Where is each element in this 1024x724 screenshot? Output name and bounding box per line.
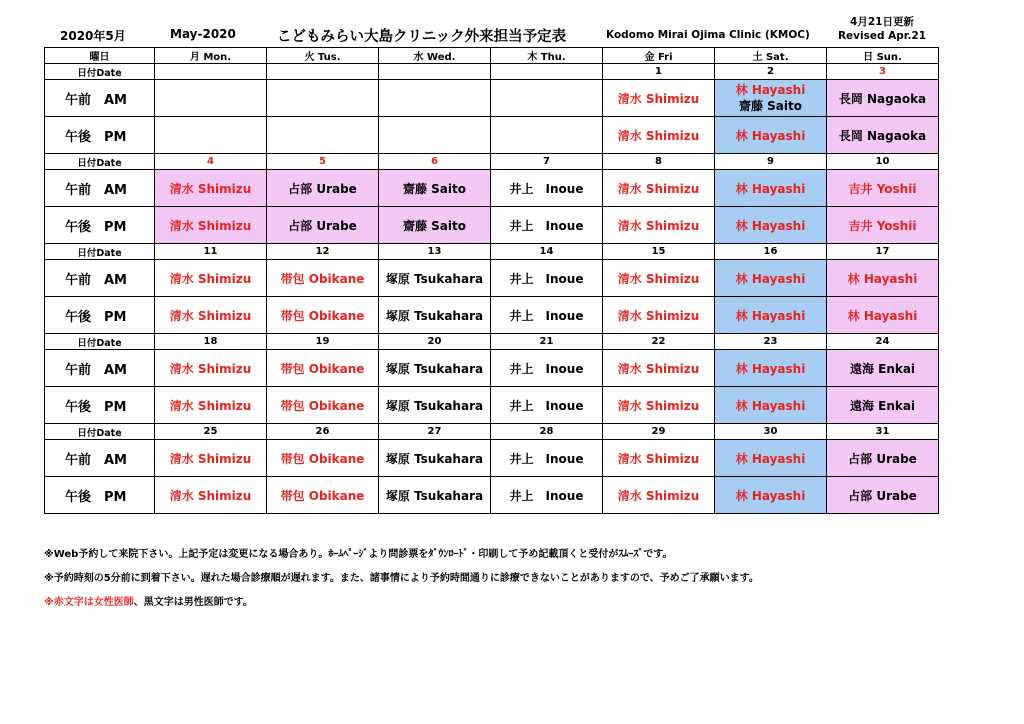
doctor-cell: 林 Hayashi	[715, 350, 827, 387]
date-cell: 1	[603, 64, 715, 80]
doctor-cell: 齋藤 Saito	[379, 207, 491, 244]
doctor-cell	[715, 80, 827, 117]
doctor-cell: 清水 Shimizu	[603, 387, 715, 424]
date-row-label: 日付Date	[45, 334, 155, 350]
footnote-3	[44, 591, 759, 615]
doctor-cell: 井上 Inoue	[491, 477, 603, 514]
doctor-cell: 塚原 Tsukahara	[379, 440, 491, 477]
date-cell: 23	[715, 334, 827, 350]
date-cell: 22	[603, 334, 715, 350]
doctor-cell: 帯包 Obikane	[267, 387, 379, 424]
date-cell	[267, 64, 379, 80]
pm-row	[45, 477, 939, 514]
doctor-cell: 井上 Inoue	[491, 260, 603, 297]
am-row	[45, 260, 939, 297]
am-row-label: 午前 AM	[45, 350, 155, 387]
date-cell: 10	[827, 154, 939, 170]
pm-row	[45, 207, 939, 244]
revision-date-jp: 4月21日更新	[850, 16, 914, 28]
date-cell: 21	[491, 334, 603, 350]
weekday-tue: 火 Tus.	[267, 48, 379, 64]
schedule-table	[44, 47, 939, 514]
doctor-cell: 清水 Shimizu	[603, 297, 715, 334]
doctor-cell: 長岡 Nagaoka	[827, 117, 939, 154]
doctor-cell: 清水 Shimizu	[603, 170, 715, 207]
date-cell: 31	[827, 424, 939, 440]
doctor-cell: 帯包 Obikane	[267, 350, 379, 387]
date-cell: 30	[715, 424, 827, 440]
doctor-cell: 井上 Inoue	[491, 207, 603, 244]
doctor-cell	[155, 80, 267, 117]
doctor-cell: 林 Hayashi	[715, 387, 827, 424]
date-cell: 24	[827, 334, 939, 350]
doctor-cell: 遠海 Enkai	[827, 387, 939, 424]
date-cell: 26	[267, 424, 379, 440]
doctor-cell: 林 Hayashi	[827, 297, 939, 334]
pm-row-label: 午後 PM	[45, 477, 155, 514]
doctor-cell	[491, 80, 603, 117]
am-row	[45, 170, 939, 207]
date-cell: 17	[827, 244, 939, 260]
doctor-cell: 清水 Shimizu	[603, 117, 715, 154]
weekday-thu: 木 Thu.	[491, 48, 603, 64]
footnote-3-male: 、黒文字は男性医師です。	[133, 597, 253, 608]
doctor-cell: 塚原 Tsukahara	[379, 350, 491, 387]
doctor-cell: 清水 Shimizu	[603, 260, 715, 297]
date-cell: 4	[155, 154, 267, 170]
pm-row	[45, 117, 939, 154]
weekday-mon: 月 Mon.	[155, 48, 267, 64]
date-cell: 25	[155, 424, 267, 440]
date-cell: 13	[379, 244, 491, 260]
date-cell: 7	[491, 154, 603, 170]
date-cell: 2	[715, 64, 827, 80]
doctor-cell: 塚原 Tsukahara	[379, 260, 491, 297]
pm-row	[45, 297, 939, 334]
date-cell: 27	[379, 424, 491, 440]
date-cell: 11	[155, 244, 267, 260]
schedule-body	[45, 48, 939, 514]
doctor-cell: 林 Hayashi	[715, 117, 827, 154]
am-row	[45, 350, 939, 387]
doctor-cell: 清水 Shimizu	[155, 170, 267, 207]
am-row	[45, 440, 939, 477]
doctor-cell: 清水 Shimizu	[155, 350, 267, 387]
date-row	[45, 244, 939, 260]
pm-row-label: 午後 PM	[45, 117, 155, 154]
header-english-month: May-2020	[170, 27, 236, 41]
am-row	[45, 80, 939, 117]
date-cell	[491, 64, 603, 80]
date-row-label: 日付Date	[45, 64, 155, 80]
doctor-cell: 井上 Inoue	[491, 350, 603, 387]
doctor-cell: 齋藤 Saito	[379, 170, 491, 207]
doctor-cell: 占部 Urabe	[827, 440, 939, 477]
doctor-cell	[155, 117, 267, 154]
am-row-label: 午前 AM	[45, 260, 155, 297]
doctor-cell	[491, 117, 603, 154]
doctor-cell	[379, 80, 491, 117]
doctor-cell: 清水 Shimizu	[603, 440, 715, 477]
doctor-cell: 林 Hayashi	[715, 170, 827, 207]
date-cell: 9	[715, 154, 827, 170]
doctor-cell: 清水 Shimizu	[155, 297, 267, 334]
doctor-cell: 吉井 Yoshii	[827, 207, 939, 244]
doctor-cell: 占部 Urabe	[267, 170, 379, 207]
date-row-label: 日付Date	[45, 244, 155, 260]
footnote-3-female: ※赤文字は女性医師	[44, 597, 134, 608]
doctor-cell: 占部 Urabe	[827, 477, 939, 514]
doctor-cell	[267, 80, 379, 117]
date-cell: 29	[603, 424, 715, 440]
date-cell: 16	[715, 244, 827, 260]
doctor-cell: 林 Hayashi	[715, 207, 827, 244]
date-row-label: 日付Date	[45, 424, 155, 440]
weekday-sun: 日 Sun.	[827, 48, 939, 64]
doctor-cell: 清水 Shimizu	[155, 260, 267, 297]
doctor-cell: 井上 Inoue	[491, 387, 603, 424]
doctor-cell: 長岡 Nagaoka	[827, 80, 939, 117]
date-row	[45, 424, 939, 440]
pm-row-label: 午後 PM	[45, 207, 155, 244]
doctor-cell: 清水 Shimizu	[155, 440, 267, 477]
pm-row-label: 午後 PM	[45, 297, 155, 334]
doctor-cell: 帯包 Obikane	[267, 260, 379, 297]
doctor-cell: 清水 Shimizu	[603, 80, 715, 117]
doctor-cell: 林 Hayashi	[715, 477, 827, 514]
doctor-cell	[267, 117, 379, 154]
doctor-name: 齋藤 Saito	[738, 99, 802, 113]
doctor-cell: 林 Hayashi	[715, 260, 827, 297]
date-cell: 19	[267, 334, 379, 350]
doctor-cell: 帯包 Obikane	[267, 477, 379, 514]
date-cell: 28	[491, 424, 603, 440]
footnotes	[44, 543, 759, 615]
doctor-cell: 井上 Inoue	[491, 170, 603, 207]
am-row-label: 午前 AM	[45, 440, 155, 477]
date-row	[45, 64, 939, 80]
footnote-1: ※Web予約して来院下さい。上記予定は変更になる場合あり。ﾎｰﾑﾍﾟｰｼﾞより問診票をﾀﾞｳﾝﾛｰﾄﾞ・印刷して予め記載頂くと受付がｽﾑｰｽﾞです。	[44, 549, 673, 560]
am-row-label: 午前 AM	[45, 170, 155, 207]
pm-row	[45, 387, 939, 424]
doctor-cell: 塚原 Tsukahara	[379, 387, 491, 424]
doctor-cell: 林 Hayashi	[715, 440, 827, 477]
date-cell: 20	[379, 334, 491, 350]
doctor-cell: 遠海 Enkai	[827, 350, 939, 387]
doctor-cell: 清水 Shimizu	[603, 477, 715, 514]
doctor-cell: 清水 Shimizu	[603, 350, 715, 387]
date-row	[45, 334, 939, 350]
doctor-cell: 井上 Inoue	[491, 297, 603, 334]
footnote-2: ※予約時刻の5分前に到着下さい。遅れた場合診療順が遅れます。また、諸事情により予約時間通りに診療できないことがありますので、予めご了承願います。	[44, 573, 759, 584]
date-cell: 3	[827, 64, 939, 80]
date-cell: 8	[603, 154, 715, 170]
weekday-fri: 金 Fri	[603, 48, 715, 64]
doctor-cell: 清水 Shimizu	[155, 477, 267, 514]
weekday-header-row	[45, 48, 939, 64]
weekday-label: 曜日	[45, 48, 155, 64]
date-row-label: 日付Date	[45, 154, 155, 170]
doctor-cell: 清水 Shimizu	[603, 207, 715, 244]
doctor-cell: 占部 Urabe	[267, 207, 379, 244]
date-cell: 12	[267, 244, 379, 260]
header-year-month: 2020年5月	[60, 29, 126, 43]
page-title: こどもみらい大島クリニック外来担当予定表	[277, 29, 567, 45]
date-cell	[379, 64, 491, 80]
doctor-cell: 林 Hayashi	[715, 297, 827, 334]
revision-note	[832, 15, 932, 43]
date-cell: 18	[155, 334, 267, 350]
revision-date-en: Revised Apr.21	[837, 30, 927, 42]
doctor-cell: 塚原 Tsukahara	[379, 297, 491, 334]
date-row	[45, 154, 939, 170]
doctor-cell: 林 Hayashi	[827, 260, 939, 297]
doctor-cell: 井上 Inoue	[491, 440, 603, 477]
doctor-cell: 帯包 Obikane	[267, 297, 379, 334]
date-cell: 14	[491, 244, 603, 260]
date-cell: 5	[267, 154, 379, 170]
am-row-label: 午前 AM	[45, 80, 155, 117]
weekday-wed: 水 Wed.	[379, 48, 491, 64]
doctor-cell: 清水 Shimizu	[155, 207, 267, 244]
doctor-cell: 吉井 Yoshii	[827, 170, 939, 207]
doctor-cell: 清水 Shimizu	[155, 387, 267, 424]
date-cell	[155, 64, 267, 80]
clinic-english-name: Kodomo Mirai Ojima Clinic (KMOC)	[606, 29, 810, 41]
doctor-cell: 塚原 Tsukahara	[379, 477, 491, 514]
date-cell: 6	[379, 154, 491, 170]
doctor-cell	[379, 117, 491, 154]
doctor-cell: 帯包 Obikane	[267, 440, 379, 477]
pm-row-label: 午後 PM	[45, 387, 155, 424]
doctor-name: 林 Hayashi	[735, 83, 806, 97]
date-cell: 15	[603, 244, 715, 260]
weekday-sat: 土 Sat.	[715, 48, 827, 64]
